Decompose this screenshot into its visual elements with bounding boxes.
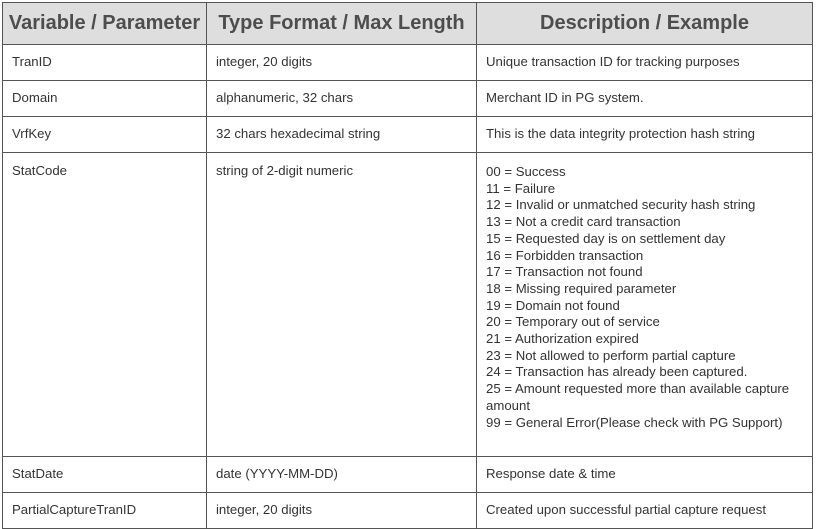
status-code-line: 18 = Missing required parameter xyxy=(486,280,677,296)
param-cell: Domain xyxy=(3,81,207,117)
status-code-list xyxy=(477,153,813,457)
table-header-row xyxy=(3,3,813,45)
type-cell: alphanumeric, 32 chars xyxy=(207,81,477,117)
desc-cell: Merchant ID in PG system. xyxy=(477,81,813,117)
status-code-line: 20 = Temporary out of service xyxy=(486,314,660,330)
param-cell: VrfKey xyxy=(3,117,207,153)
type-cell: 32 chars hexadecimal string xyxy=(207,117,477,153)
status-code-line: 99 = General Error(Please check with PG Support) xyxy=(486,414,783,430)
status-code-line: 11 = Failure xyxy=(486,180,556,196)
status-code-line: 19 = Domain not found xyxy=(486,297,620,313)
table-row xyxy=(3,153,813,457)
type-cell: date (YYYY-MM-DD) xyxy=(207,457,477,493)
status-code-line: 12 = Invalid or unmatched security hash string xyxy=(486,197,756,213)
param-cell: PartialCaptureTranID xyxy=(3,493,207,529)
status-code-line: 16 = Forbidden transaction xyxy=(486,247,644,263)
param-cell: StatCode xyxy=(3,153,207,457)
status-code-line: 21 = Authorization expired xyxy=(486,331,639,347)
status-code-line: 17 = Transaction not found xyxy=(486,264,643,280)
header-variable-parameter: Variable / Parameter xyxy=(3,3,207,45)
parameter-table-container xyxy=(2,2,812,518)
header-description: Description / Example xyxy=(477,3,813,45)
desc-cell: This is the data integrity protection hash string xyxy=(477,117,813,153)
table-row xyxy=(3,457,813,493)
desc-cell: Response date & time xyxy=(477,457,813,493)
header-type-format: Type Format / Max Length xyxy=(207,3,477,45)
status-code-line: 15 = Requested day is on settlement day xyxy=(486,230,726,246)
status-code-line: 13 = Not a credit card transaction xyxy=(486,214,681,230)
desc-cell: Created upon successful partial capture request xyxy=(477,493,813,529)
table-row xyxy=(3,117,813,153)
status-code-line: 23 = Not allowed to perform partial capture xyxy=(486,347,736,363)
type-cell: string of 2-digit numeric xyxy=(207,153,477,457)
param-cell: TranID xyxy=(3,45,207,81)
desc-cell: Unique transaction ID for tracking purposes xyxy=(477,45,813,81)
table-row xyxy=(3,81,813,117)
param-cell: StatDate xyxy=(3,457,207,493)
status-code-line: 24 = Transaction has already been captured. xyxy=(486,364,748,380)
table-row xyxy=(3,493,813,529)
parameter-table xyxy=(2,2,813,529)
type-cell: integer, 20 digits xyxy=(207,45,477,81)
status-code-line: 00 = Success xyxy=(486,164,566,179)
type-cell: integer, 20 digits xyxy=(207,493,477,529)
table-row xyxy=(3,45,813,81)
status-code-line: 25 = Amount requested more than available capture amount xyxy=(486,381,790,413)
